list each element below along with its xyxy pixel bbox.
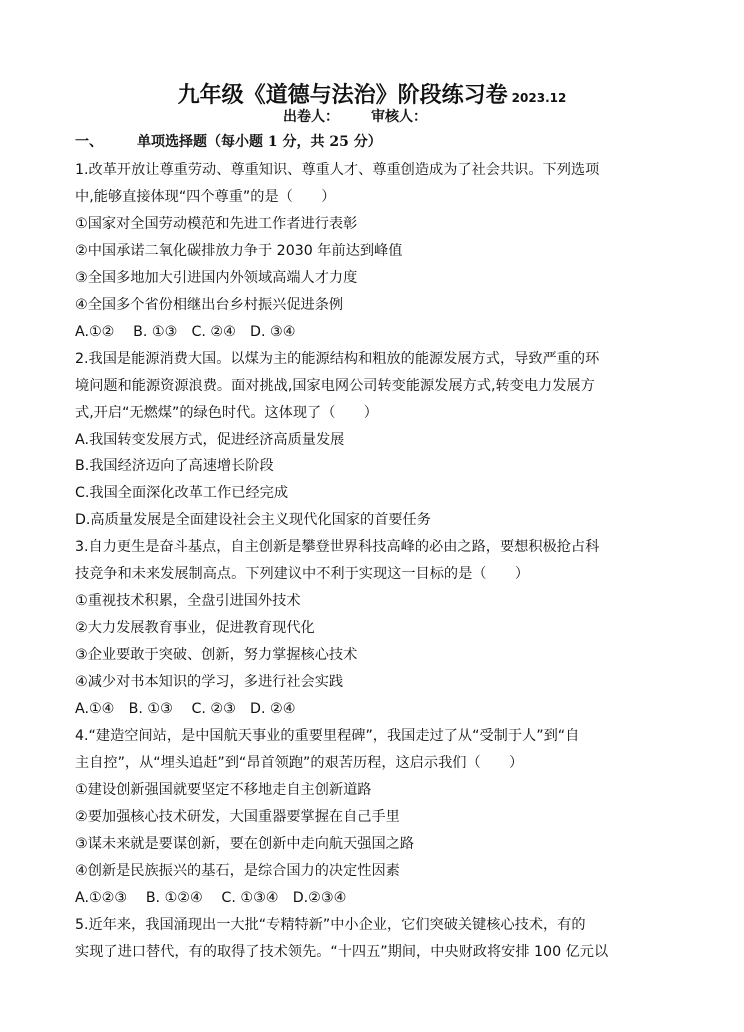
author-line xyxy=(283,106,427,126)
text-line: A.①②③ B. ①②④ C. ①③④ D.②③④ xyxy=(75,889,347,906)
reviewer-label: 审核人： xyxy=(371,109,427,125)
text-line: ①国家对全国劳动模范和先进工作者进行表彰 xyxy=(75,215,358,232)
text-line: B.我国经济迈向了高速增长阶段 xyxy=(75,458,274,475)
text-line: 中,能够直接体现“四个尊重”的是（ ） xyxy=(75,188,336,205)
section-title: 单项选择题（每小题 1 分，共 25 分） xyxy=(137,134,382,150)
text-line: ①建设创新强国就要坚定不移地走自主创新道路 xyxy=(75,781,372,798)
text-line: D.高质量发展是全面建设社会主义现代化国家的首要任务 xyxy=(75,512,431,529)
text-line: 实现了进口替代，有的取得了技术领先。“十四五”期间，中央财政将安排 100 亿元以 xyxy=(75,943,609,960)
setter-label: 出卷人： xyxy=(283,109,339,125)
exam-date: 2023.12 xyxy=(511,91,567,105)
text-line: ②大力发展教育事业，促进教育现代化 xyxy=(75,620,315,637)
text-line: 1.改革开放让尊重劳动、尊重知识、尊重人才、尊重创造成为了社会共识。下列选项 xyxy=(75,162,600,178)
text-line: C.我国全面深化改革工作已经完成 xyxy=(75,485,289,502)
text-line: A.①④ B. ①③ C. ②③ D. ②④ xyxy=(75,701,296,717)
title-text: 九年级《道德与法治》阶段练习卷 xyxy=(177,82,508,108)
text-line: ①重视技术积累，全盘引进国外技术 xyxy=(75,593,301,610)
text-line: ③全国多地加大引进国内外领域高端人才力度 xyxy=(75,269,358,286)
text-line: 式,开启“无燃煤”的绿色时代。这体现了（ ） xyxy=(75,404,378,421)
text-line: 4.“建造空间站，是中国航天事业的重要里程碑”，我国走过了从“受制于人”到“自 xyxy=(75,727,580,744)
section-number: 一、 xyxy=(75,134,103,150)
text-line: 技竞争和未来发展制高点。下列建议中不利于实现这一目标的是（ ） xyxy=(75,566,530,583)
text-line: ④全国多个省份相继出台乡村振兴促进条例 xyxy=(75,296,344,313)
text-line: ④减少对书本知识的学习，多进行社会实践 xyxy=(75,674,344,691)
text-line: ④创新是民族振兴的基石，是综合国力的决定性因素 xyxy=(75,862,400,879)
text-line: A.①② B. ①③ C. ②④ D. ③④ xyxy=(75,323,296,340)
text-line: ③企业要敢于突破、创新，努力掌握核心技术 xyxy=(75,647,358,664)
text-line: ②要加强核心技术研发，大国重器要掌握在自己手里 xyxy=(75,808,400,825)
text-line: 主自控”，从“埋头追赶”到“昂首领跑”的艰苦历程，这启示我们（ ） xyxy=(75,754,524,771)
text-line: 5.近年来，我国涌现出一大批“专精特新”中小企业，它们突破关键核心技术，有的 xyxy=(75,916,586,933)
section-heading xyxy=(75,132,382,152)
text-line: A.我国转变发展方式，促进经济高质量发展 xyxy=(75,431,345,448)
exam-title xyxy=(0,78,744,109)
text-line: ③谋未来就是要谋创新，要在创新中走向航天强国之路 xyxy=(75,835,415,852)
text-line: ②中国承诺二氧化碳排放力争于 2030 年前达到峰值 xyxy=(75,242,403,259)
text-line: 境问题和能源资源浪费。面对挑战,国家电网公司转变能源发展方式,转变电力发展方 xyxy=(75,377,595,394)
text-line: 2.我国是能源消费大国。以煤为主的能源结构和粗放的能源发展方式，导致严重的环 xyxy=(75,350,600,367)
text-line: 3.自力更生是奋斗基点，自主创新是攀登世界科技高峰的必由之路，要想积极抢占科 xyxy=(75,539,600,556)
